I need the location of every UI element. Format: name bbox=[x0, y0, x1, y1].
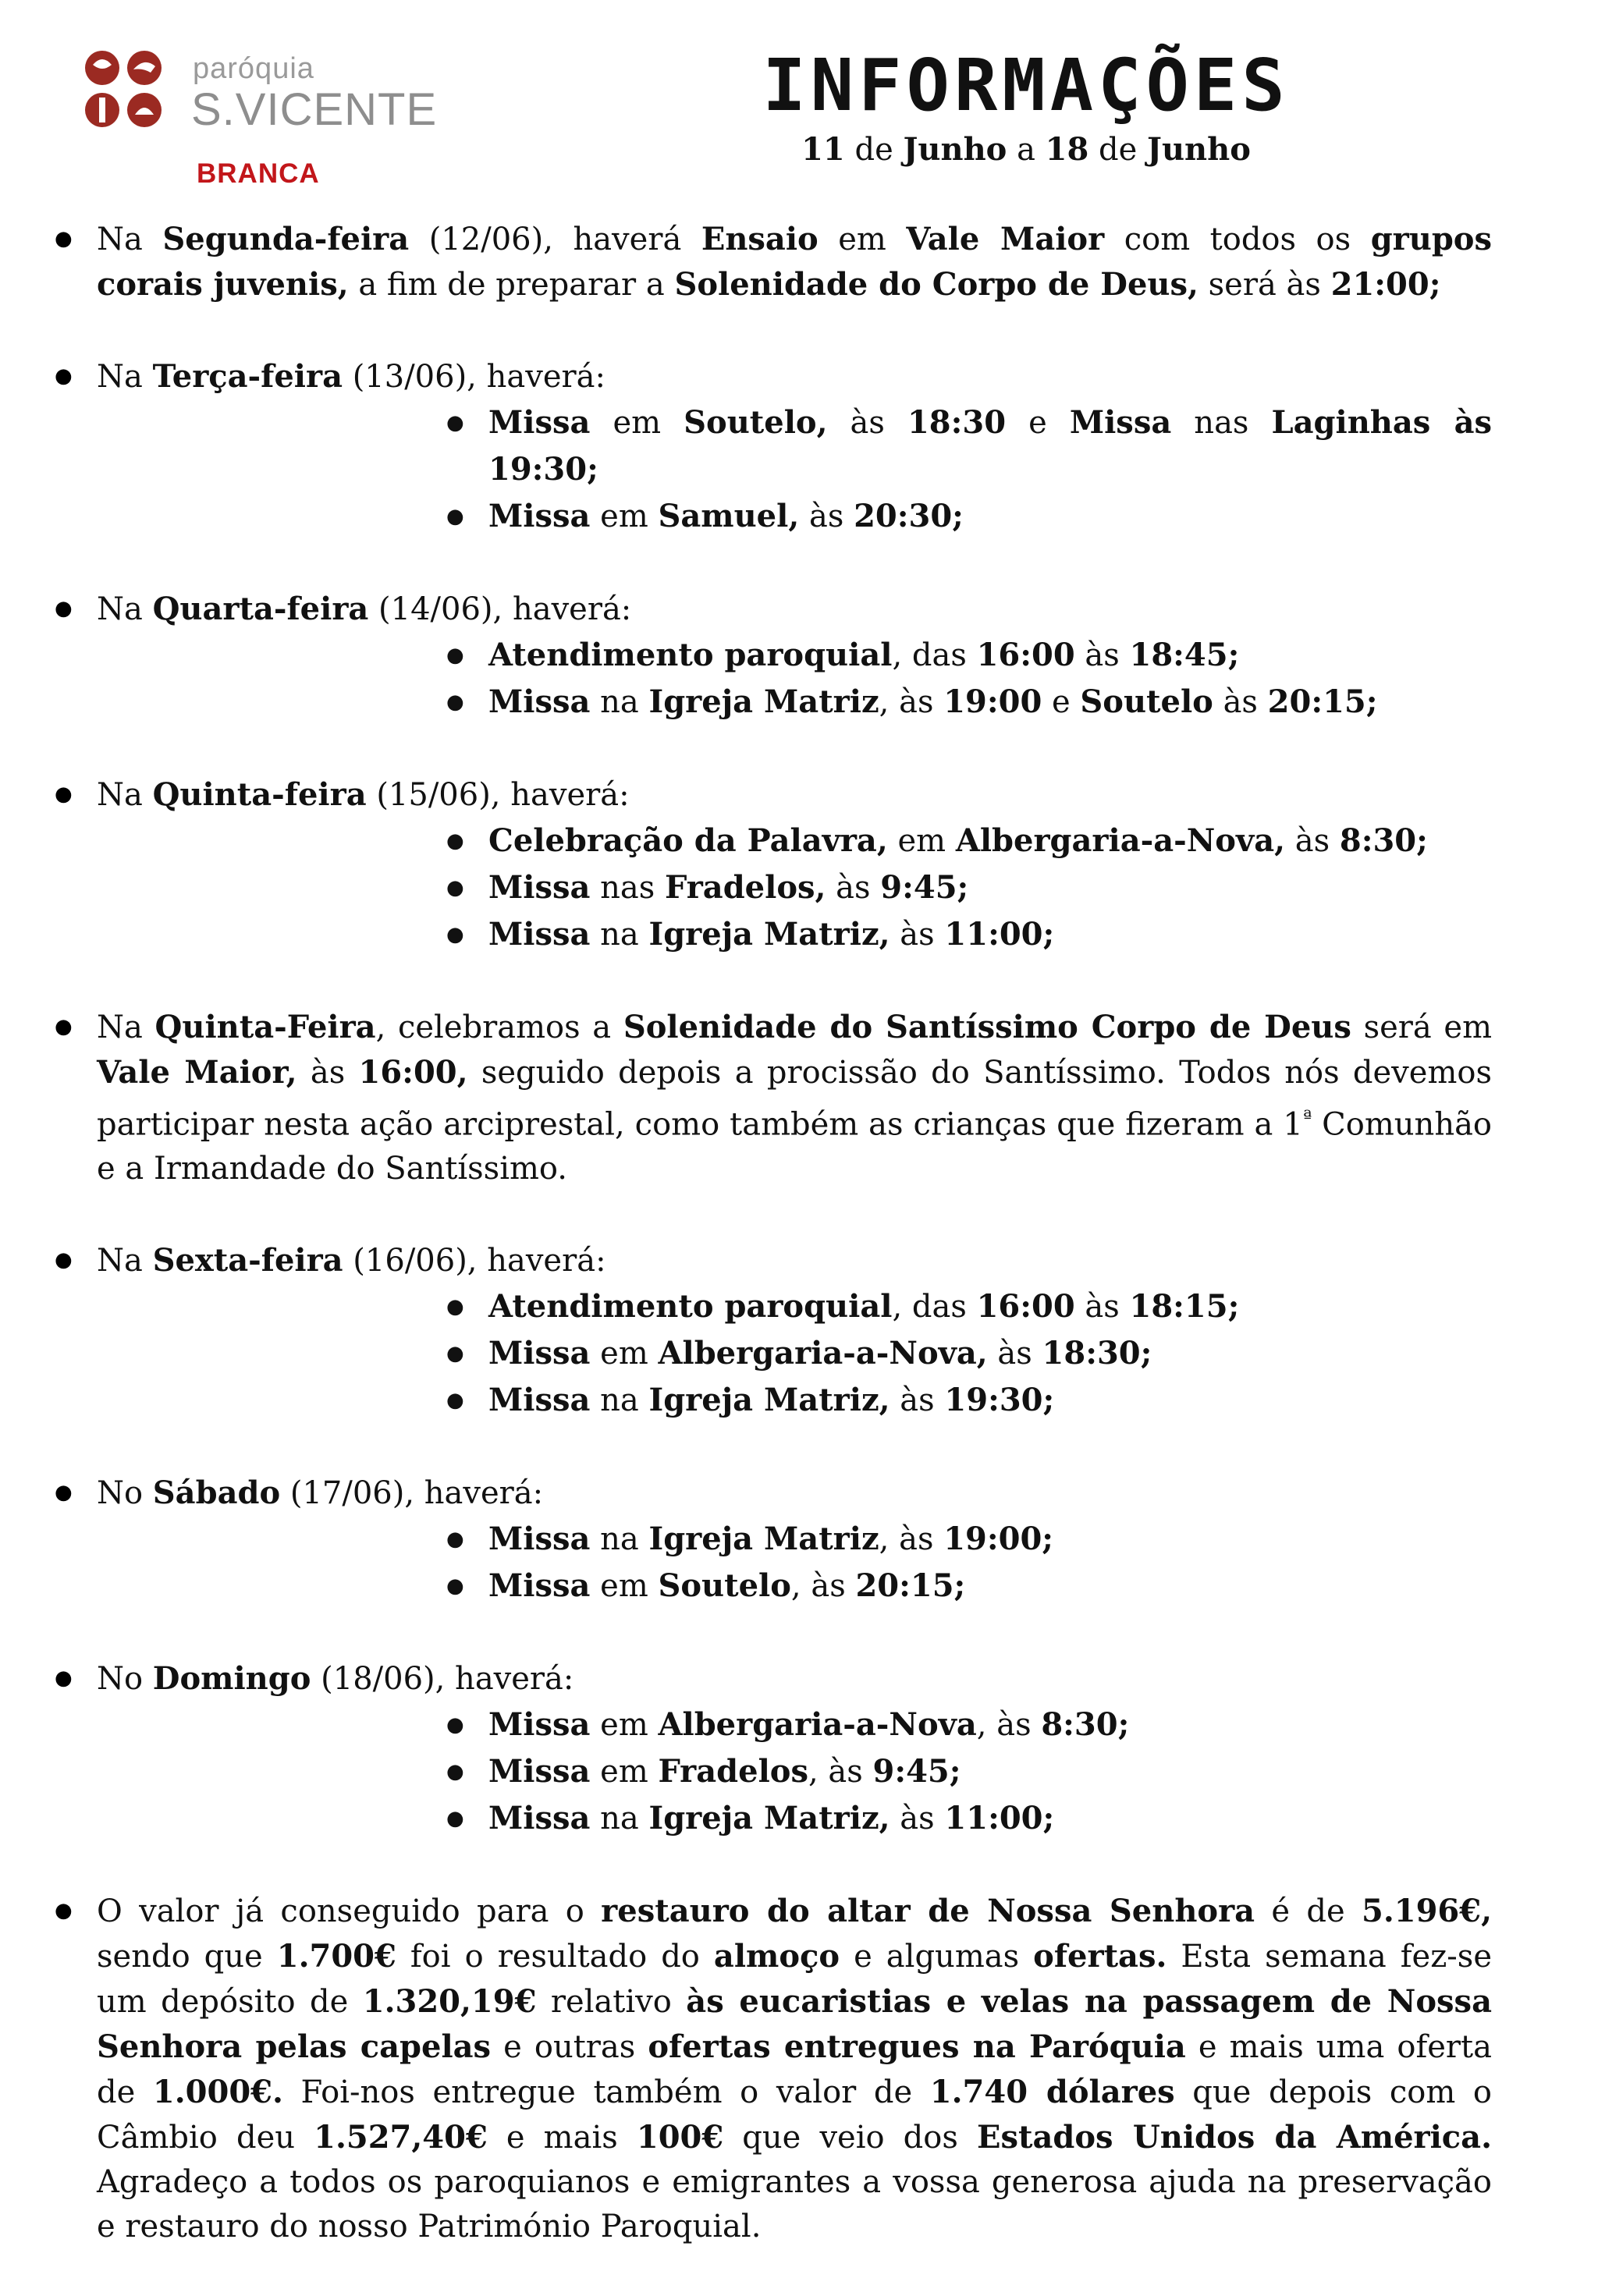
text-run: em bbox=[818, 222, 907, 257]
parish-logo bbox=[82, 43, 441, 137]
bold-text: 18:45; bbox=[1129, 637, 1240, 673]
logo-subtitle: BRANCA bbox=[197, 158, 320, 189]
text-run: nas bbox=[590, 870, 666, 906]
bold-text: Domingo bbox=[152, 1660, 311, 1698]
schedule-list bbox=[97, 1516, 1492, 1609]
text-run: Esta semana fez-se um depósito de bbox=[97, 1939, 1492, 2021]
announcement-item bbox=[48, 1889, 1492, 2249]
text-run: às bbox=[890, 1801, 945, 1837]
bold-text: 8:30; bbox=[1041, 1706, 1130, 1744]
bold-text: Sexta-feira bbox=[152, 1242, 343, 1279]
text-run: em bbox=[590, 405, 684, 441]
bold-text: Igreja Matriz bbox=[648, 683, 879, 720]
text-run: No bbox=[97, 1661, 153, 1698]
schedule-item bbox=[440, 818, 1492, 864]
text-run: na bbox=[590, 1801, 649, 1837]
text-run: Na bbox=[97, 222, 163, 257]
text-run: , às bbox=[790, 1568, 856, 1605]
text-run: seguido depois a procissão do Santíssimo. Todos nós devemos participar nesta ação arciprestal, como também as crianças que fizeram a 1 bbox=[97, 1055, 1492, 1143]
text-run: a fim de preparar a bbox=[348, 267, 675, 303]
text-run: sendo que bbox=[97, 1939, 277, 1975]
bold-text: 20:30; bbox=[854, 498, 964, 534]
text-run: , às bbox=[879, 684, 944, 720]
text-run: Na bbox=[97, 1010, 155, 1045]
text-run: (17/06), haverá: bbox=[280, 1475, 544, 1512]
text-run: em bbox=[590, 1336, 659, 1372]
schedule-item bbox=[440, 1283, 1492, 1330]
bold-text: restauro do altar de Nossa Senhora bbox=[601, 1893, 1255, 1930]
text-run: com todos os bbox=[1104, 222, 1371, 257]
bold-text: 100€ bbox=[636, 2119, 724, 2156]
text-run: e outras bbox=[491, 2029, 648, 2066]
bold-text: Fradelos bbox=[658, 1753, 808, 1790]
logo-small-text: paróquia bbox=[193, 52, 314, 85]
text-run: e mais uma oferta de bbox=[97, 2029, 1492, 2111]
text-run: será às bbox=[1198, 267, 1331, 303]
schedule-item bbox=[440, 632, 1492, 679]
text-run: e mais bbox=[487, 2120, 637, 2156]
text-run: que veio dos bbox=[723, 2120, 977, 2156]
schedule-item bbox=[440, 679, 1492, 726]
text-run: às bbox=[1074, 637, 1130, 673]
text-run: às bbox=[890, 917, 945, 953]
schedule-item bbox=[440, 864, 1492, 911]
bold-text: 20:15; bbox=[855, 1567, 966, 1605]
logo-icon bbox=[82, 46, 168, 132]
text-run: O valor já conseguido para o bbox=[97, 1893, 602, 1930]
text-run: Na bbox=[97, 1243, 153, 1279]
bold-text: almoço bbox=[713, 1938, 840, 1975]
bold-text: ofertas entregues na Paróquia bbox=[648, 2028, 1186, 2066]
text-run: às bbox=[1213, 684, 1268, 720]
bold-text: 8:30; bbox=[1339, 822, 1428, 859]
text-run: às bbox=[827, 405, 907, 441]
schedule-list bbox=[97, 1702, 1492, 1842]
text-run: na bbox=[590, 1382, 649, 1419]
date-month-start: Junho bbox=[903, 131, 1007, 168]
schedule-item bbox=[440, 493, 1492, 540]
bold-text: 20:15; bbox=[1267, 683, 1378, 720]
bold-text: Laginhas às 19:30; bbox=[488, 404, 1492, 488]
bold-text: Missa bbox=[488, 683, 591, 720]
announcement-item bbox=[48, 1238, 1492, 1424]
bold-text: Segunda-feira bbox=[162, 221, 410, 257]
bold-text: 16:00 bbox=[976, 637, 1075, 673]
bold-text: Soutelo bbox=[658, 1567, 791, 1605]
bold-text: Missa bbox=[488, 1567, 591, 1605]
bold-text: Missa bbox=[488, 869, 591, 906]
bold-text: Quinta-feira bbox=[152, 776, 367, 813]
bold-text: 11:00; bbox=[944, 916, 1055, 953]
bold-text: Sábado bbox=[152, 1474, 281, 1512]
text-run: às bbox=[297, 1055, 359, 1091]
schedule-item bbox=[440, 1702, 1492, 1748]
text-run: às bbox=[987, 1336, 1042, 1372]
bold-text: 1.527,40€ bbox=[314, 2119, 488, 2156]
announcement-item bbox=[48, 1471, 1492, 1609]
announcement-text bbox=[97, 354, 1492, 399]
text-run: Foi-nos entregue também o valor de bbox=[282, 2074, 930, 2111]
bold-text: Vale Maior bbox=[906, 221, 1105, 257]
text-run: é de bbox=[1255, 1893, 1362, 1930]
schedule-item bbox=[440, 1748, 1492, 1795]
text-run: que depois com o Câmbio deu bbox=[97, 2074, 1492, 2156]
text-run: em bbox=[590, 1754, 659, 1790]
bold-text: Albergaria-a-Nova bbox=[658, 1706, 977, 1744]
bold-text: Missa bbox=[488, 1800, 591, 1837]
bold-text: Albergaria-a-Nova, bbox=[955, 822, 1286, 859]
text-run: e bbox=[1042, 684, 1081, 720]
bold-text: Igreja Matriz, bbox=[648, 1382, 890, 1419]
logo-big-text: S.VICENTE bbox=[191, 84, 438, 135]
text-run: Comunhão e a Irmandade do Santíssimo. bbox=[97, 1106, 1493, 1187]
date-end: 18 bbox=[1045, 131, 1089, 168]
text-run: Agradeço a todos os paroquianos e emigrantes a vossa generosa ajuda na preservação e restauro do nosso Património Paroquial. bbox=[97, 2164, 1492, 2245]
bold-text: 21:00; bbox=[1330, 266, 1441, 303]
text-run: às bbox=[799, 499, 854, 534]
bold-text: 18:30; bbox=[1042, 1335, 1152, 1372]
schedule-item bbox=[440, 1795, 1492, 1842]
bold-text: às eucaristias e velas na passagem de Nossa Senhora pelas capelas bbox=[97, 1983, 1492, 2066]
bold-text: Missa bbox=[488, 1521, 591, 1558]
schedule-list bbox=[97, 632, 1492, 726]
date-start: 11 bbox=[801, 131, 845, 168]
text-run: , das bbox=[892, 1289, 977, 1325]
date-range bbox=[593, 129, 1459, 171]
schedule-item bbox=[440, 1377, 1492, 1424]
bold-text: Missa bbox=[1069, 404, 1172, 441]
bold-text: Soutelo bbox=[1080, 683, 1213, 720]
text-run: nas bbox=[1171, 405, 1272, 441]
bold-text: 18:30 bbox=[907, 404, 1007, 441]
bold-text: Missa bbox=[488, 1753, 591, 1790]
bold-text: Missa bbox=[488, 1706, 591, 1744]
text-run: (15/06), haverá: bbox=[366, 777, 630, 813]
text-run: às bbox=[1285, 823, 1340, 859]
text-run: em bbox=[887, 823, 956, 859]
bold-text: Igreja Matriz bbox=[648, 1521, 879, 1558]
bold-text: Missa bbox=[488, 1335, 591, 1372]
bold-text: 1.320,19€ bbox=[362, 1983, 537, 2021]
bold-text: ofertas. bbox=[1033, 1938, 1167, 1975]
text-run: e algumas bbox=[840, 1939, 1034, 1975]
schedule-item bbox=[440, 1330, 1492, 1377]
bold-text: 19:00; bbox=[943, 1521, 1054, 1558]
page-title: INFORMAÇÕES bbox=[762, 44, 1290, 127]
text-run: na bbox=[590, 917, 649, 953]
text-run: ª bbox=[1302, 1106, 1312, 1128]
bold-text: 16:00, bbox=[358, 1054, 468, 1091]
text-run: na bbox=[590, 1521, 649, 1558]
text-run: , às bbox=[879, 1521, 944, 1558]
announcement-item bbox=[48, 217, 1492, 307]
text-run: relativo bbox=[536, 1984, 687, 2021]
date-word: de bbox=[854, 132, 893, 168]
date-month-end: Junho bbox=[1147, 131, 1251, 168]
text-run: No bbox=[97, 1475, 153, 1512]
announcement-text bbox=[97, 772, 1492, 818]
bold-text: Celebração da Palavra, bbox=[488, 822, 888, 859]
announcement-text bbox=[97, 1889, 1492, 2249]
bold-text: 1.740 dólares bbox=[929, 2074, 1175, 2111]
bold-text: 1.700€ bbox=[276, 1938, 396, 1975]
text-run: será em bbox=[1351, 1010, 1493, 1045]
bold-text: 1.000€. bbox=[152, 2074, 283, 2111]
announcement-item bbox=[48, 1005, 1492, 1191]
bold-text: Missa bbox=[488, 1382, 591, 1419]
bold-text: Igreja Matriz, bbox=[648, 1800, 890, 1837]
announcement-item bbox=[48, 772, 1492, 958]
schedule-list bbox=[97, 399, 1492, 540]
schedule-list bbox=[97, 818, 1492, 958]
bold-text: Missa bbox=[488, 404, 591, 441]
text-run: foi o resultado do bbox=[396, 1939, 714, 1975]
text-run: Na bbox=[97, 359, 153, 395]
date-word: de bbox=[1099, 132, 1138, 168]
date-word: a bbox=[1017, 132, 1035, 168]
announcement-text bbox=[97, 217, 1492, 307]
bold-text: 11:00; bbox=[944, 1800, 1055, 1837]
text-run: e bbox=[1006, 405, 1070, 441]
bold-text: Estados Unidos da América. bbox=[977, 2119, 1492, 2156]
schedule-item bbox=[440, 911, 1492, 958]
text-run: (18/06), haverá: bbox=[311, 1661, 574, 1698]
announcement-item bbox=[48, 587, 1492, 726]
bold-text: Fradelos, bbox=[665, 869, 826, 906]
schedule-item bbox=[440, 399, 1492, 493]
announcement-text bbox=[97, 1238, 1492, 1283]
bold-text: Ensaio bbox=[701, 221, 819, 257]
text-run: em bbox=[590, 499, 659, 534]
bold-text: Missa bbox=[488, 916, 591, 953]
bold-text: Quarta-feira bbox=[152, 591, 369, 627]
bold-text: 19:30; bbox=[944, 1382, 1055, 1419]
bold-text: Solenidade do Corpo de Deus, bbox=[674, 266, 1198, 303]
text-run: às bbox=[890, 1382, 945, 1419]
text-run: Na bbox=[97, 591, 153, 627]
text-run: na bbox=[590, 684, 649, 720]
bold-text: 18:15; bbox=[1129, 1288, 1240, 1325]
bold-text: Igreja Matriz, bbox=[648, 916, 890, 953]
schedule-item bbox=[440, 1516, 1492, 1563]
schedule-list bbox=[97, 1283, 1492, 1424]
text-run: às bbox=[826, 870, 881, 906]
bold-text: Atendimento paroquial bbox=[488, 637, 893, 673]
text-run: , celebramos a bbox=[375, 1010, 623, 1045]
schedule-item bbox=[440, 1563, 1492, 1609]
text-run: em bbox=[590, 1568, 659, 1605]
bold-text: Samuel, bbox=[658, 498, 800, 534]
bold-text: Quinta-Feira bbox=[154, 1009, 376, 1045]
announcement-text bbox=[97, 1656, 1492, 1702]
announcement-text bbox=[97, 587, 1492, 632]
bold-text: 19:00 bbox=[943, 683, 1042, 720]
announcement-text bbox=[97, 1005, 1492, 1191]
text-run: (12/06), haverá bbox=[409, 222, 701, 257]
bold-text: Atendimento paroquial bbox=[488, 1288, 893, 1325]
text-run: , das bbox=[892, 637, 977, 673]
text-run: Na bbox=[97, 777, 153, 813]
bold-text: Soutelo, bbox=[684, 404, 828, 441]
announcements-list bbox=[48, 217, 1492, 2296]
announcement-item bbox=[48, 1656, 1492, 1842]
text-run: em bbox=[590, 1707, 659, 1744]
header bbox=[593, 43, 1459, 171]
bold-text: 16:00 bbox=[976, 1288, 1075, 1325]
bold-text: 9:45; bbox=[880, 869, 969, 906]
bold-text: Missa bbox=[488, 498, 591, 534]
bold-text: Terça-feira bbox=[152, 358, 343, 395]
bold-text: grupos corais juvenis, bbox=[97, 221, 1492, 303]
text-run: (14/06), haverá: bbox=[368, 591, 632, 627]
text-run: (13/06), haverá: bbox=[342, 359, 605, 395]
text-run: (16/06), haverá: bbox=[343, 1243, 606, 1279]
announcement-text bbox=[97, 1471, 1492, 1516]
bold-text: 9:45; bbox=[872, 1753, 961, 1790]
bold-text: 5.196€, bbox=[1362, 1893, 1493, 1930]
bold-text: Vale Maior, bbox=[97, 1054, 297, 1091]
text-run: , às bbox=[976, 1707, 1042, 1744]
text-run: às bbox=[1074, 1289, 1130, 1325]
announcement-item bbox=[48, 354, 1492, 540]
text-run: , às bbox=[808, 1754, 873, 1790]
bold-text: Solenidade do Santíssimo Corpo de Deus bbox=[623, 1009, 1351, 1045]
bold-text: Albergaria-a-Nova, bbox=[658, 1335, 988, 1372]
